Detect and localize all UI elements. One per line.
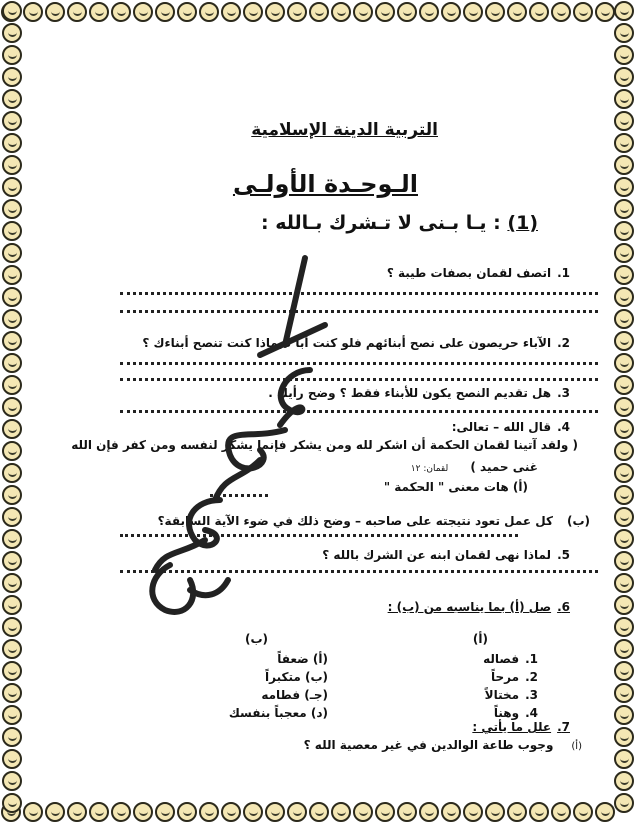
border-ornament-icon — [614, 683, 634, 703]
border-ornament-icon — [221, 2, 241, 22]
border-ornament-icon — [2, 375, 22, 395]
border-ornament-icon — [614, 89, 634, 109]
border-ornament-icon — [614, 45, 634, 65]
border-ornament-icon — [507, 802, 527, 822]
border-ornament-icon — [573, 802, 593, 822]
answer-line[interactable] — [120, 376, 598, 381]
border-ornament-icon — [614, 507, 634, 527]
border-ornament-icon — [331, 2, 351, 22]
border-ornament-icon — [2, 397, 22, 417]
border-ornament-icon — [2, 353, 22, 373]
border-ornament-icon — [2, 67, 22, 87]
border-ornament-icon — [2, 485, 22, 505]
reason-item: (أ)وجوب طاعة الوالدين في غير معصية الله ؟ — [303, 738, 582, 752]
column-b-item: (أ) ضعفاً — [277, 652, 328, 666]
border-ornament-icon — [2, 595, 22, 615]
border-ornament-icon — [221, 802, 241, 822]
border-ornament-icon — [614, 397, 634, 417]
column-a-item: 3.مختالاً — [484, 688, 538, 702]
border-ornament-icon — [331, 802, 351, 822]
border-ornament-icon — [441, 2, 461, 22]
decorative-border-top — [0, 0, 638, 26]
border-ornament-icon — [529, 2, 549, 22]
border-ornament-icon — [265, 2, 285, 22]
border-ornament-icon — [463, 802, 483, 822]
decorative-border-right — [612, 0, 638, 826]
question-6: 6.صل (أ) بما يناسبه من (ب) : — [387, 600, 570, 614]
answer-line[interactable] — [120, 308, 598, 313]
border-ornament-icon — [177, 802, 197, 822]
border-ornament-icon — [2, 661, 22, 681]
border-ornament-icon — [614, 243, 634, 263]
border-ornament-icon — [2, 419, 22, 439]
border-ornament-icon — [614, 419, 634, 439]
border-ornament-icon — [67, 2, 87, 22]
unit-title: الـوحـدة الأولـى — [232, 170, 418, 198]
border-ornament-icon — [614, 133, 634, 153]
border-ornament-icon — [614, 287, 634, 307]
lesson-name: : يـا بـنى لا تـشرك بـالله : — [260, 212, 501, 234]
question-5: 5.لماذا نهى لقمان ابنه عن الشرك بالله ؟ — [322, 548, 570, 562]
border-ornament-icon — [287, 2, 307, 22]
border-ornament-icon — [287, 802, 307, 822]
border-ornament-icon — [199, 2, 219, 22]
verse-line-1: ( ولقد آتينا لقمان الحكمة أن اشكر لله ومن يشكر فإنما يشكر لنفسه ومن كفر فإن الله — [71, 438, 578, 452]
answer-line[interactable] — [120, 532, 518, 537]
border-ornament-icon — [89, 802, 109, 822]
border-ornament-icon — [614, 727, 634, 747]
answer-line[interactable] — [120, 290, 598, 295]
border-ornament-icon — [441, 802, 461, 822]
border-ornament-icon — [2, 507, 22, 527]
border-ornament-icon — [485, 802, 505, 822]
border-ornament-icon — [614, 463, 634, 483]
column-a-item: 2.مرحاً — [491, 670, 538, 684]
question-4b: (ب)كل عمل تعود نتيجته على صاحبه – وضح ذلك في ضوء الآية السابقة؟ — [157, 514, 590, 528]
border-ornament-icon — [614, 331, 634, 351]
border-ornament-icon — [2, 23, 22, 43]
worksheet-page — [40, 40, 598, 790]
decorative-border-bottom — [0, 800, 638, 826]
border-ornament-icon — [397, 2, 417, 22]
border-ornament-icon — [551, 802, 571, 822]
border-ornament-icon — [2, 529, 22, 549]
border-ornament-icon — [2, 221, 22, 241]
column-b-item: (ب) متكبراً — [265, 670, 328, 684]
border-ornament-icon — [2, 265, 22, 285]
border-ornament-icon — [2, 1, 22, 21]
border-ornament-icon — [614, 595, 634, 615]
answer-line[interactable] — [210, 492, 268, 497]
border-ornament-icon — [155, 2, 175, 22]
border-ornament-icon — [375, 2, 395, 22]
subject-title: التربية الدينة الإسلامية — [251, 120, 438, 140]
border-ornament-icon — [353, 2, 373, 22]
border-ornament-icon — [23, 802, 43, 822]
border-ornament-icon — [133, 2, 153, 22]
border-ornament-icon — [614, 793, 634, 813]
border-ornament-icon — [614, 1, 634, 21]
border-ornament-icon — [614, 771, 634, 791]
border-ornament-icon — [507, 2, 527, 22]
border-ornament-icon — [2, 287, 22, 307]
border-ornament-icon — [573, 2, 593, 22]
lesson-number: (1) — [507, 212, 538, 234]
border-ornament-icon — [2, 683, 22, 703]
border-ornament-icon — [529, 802, 549, 822]
border-ornament-icon — [614, 617, 634, 637]
decorative-border-left — [0, 0, 26, 826]
border-ornament-icon — [614, 111, 634, 131]
border-ornament-icon — [614, 199, 634, 219]
border-ornament-icon — [353, 802, 373, 822]
border-ornament-icon — [2, 89, 22, 109]
border-ornament-icon — [614, 265, 634, 285]
border-ornament-icon — [2, 617, 22, 637]
border-ornament-icon — [614, 705, 634, 725]
question-1: 1.اتصف لقمان بصفات طيبة ؟ — [386, 266, 570, 280]
border-ornament-icon — [614, 23, 634, 43]
border-ornament-icon — [177, 2, 197, 22]
border-ornament-icon — [2, 551, 22, 571]
border-ornament-icon — [2, 177, 22, 197]
border-ornament-icon — [614, 221, 634, 241]
border-ornament-icon — [2, 793, 22, 813]
question-2: 2.الآباء حريصون على نصح أبنائهم فلو كنت أباً فبماذا كنت تنصح أبناءك ؟ — [142, 336, 570, 350]
border-ornament-icon — [243, 802, 263, 822]
border-ornament-icon — [2, 331, 22, 351]
border-ornament-icon — [45, 802, 65, 822]
border-ornament-icon — [375, 802, 395, 822]
border-ornament-icon — [89, 2, 109, 22]
border-ornament-icon — [463, 2, 483, 22]
border-ornament-icon — [614, 177, 634, 197]
border-ornament-icon — [265, 802, 285, 822]
border-ornament-icon — [614, 485, 634, 505]
border-ornament-icon — [614, 353, 634, 373]
border-ornament-icon — [551, 2, 571, 22]
border-ornament-icon — [614, 661, 634, 681]
border-ornament-icon — [309, 802, 329, 822]
border-ornament-icon — [2, 771, 22, 791]
border-ornament-icon — [2, 243, 22, 263]
lesson-title — [261, 212, 538, 234]
border-ornament-icon — [614, 639, 634, 659]
question-4a: (أ) هات معنى " الحكمة " — [383, 480, 528, 494]
question-7: 7.علل ما يأتي : — [472, 720, 570, 734]
border-ornament-icon — [2, 133, 22, 153]
border-ornament-icon — [2, 111, 22, 131]
column-b-item: (د) معجباً بنفسك — [228, 706, 328, 720]
border-ornament-icon — [485, 2, 505, 22]
border-ornament-icon — [614, 551, 634, 571]
border-ornament-icon — [133, 802, 153, 822]
answer-line[interactable] — [120, 568, 598, 573]
border-ornament-icon — [2, 573, 22, 593]
border-ornament-icon — [2, 463, 22, 483]
border-ornament-icon — [614, 441, 634, 461]
border-ornament-icon — [2, 155, 22, 175]
border-ornament-icon — [199, 802, 219, 822]
column-a-item: 1.فصاله — [483, 652, 538, 666]
answer-line[interactable] — [120, 408, 598, 413]
border-ornament-icon — [2, 639, 22, 659]
border-ornament-icon — [23, 2, 43, 22]
border-ornament-icon — [614, 309, 634, 329]
question-3: 3.هل تقديم النصح يكون للأبناء فقط ؟ وضح رأيك . — [268, 386, 570, 400]
border-ornament-icon — [111, 2, 131, 22]
border-ornament-icon — [67, 802, 87, 822]
border-ornament-icon — [243, 2, 263, 22]
border-ornament-icon — [2, 727, 22, 747]
border-ornament-icon — [309, 2, 329, 22]
column-b-item: (جـ) فطامه — [261, 688, 328, 702]
border-ornament-icon — [155, 802, 175, 822]
column-a-item: 4.وهناً — [493, 706, 538, 720]
answer-line[interactable] — [120, 360, 598, 365]
border-ornament-icon — [614, 67, 634, 87]
column-a-header: (أ) — [472, 632, 488, 646]
border-ornament-icon — [2, 309, 22, 329]
border-ornament-icon — [2, 749, 22, 769]
border-ornament-icon — [45, 2, 65, 22]
border-ornament-icon — [419, 2, 439, 22]
border-ornament-icon — [111, 802, 131, 822]
border-ornament-icon — [2, 199, 22, 219]
border-ornament-icon — [614, 529, 634, 549]
border-ornament-icon — [2, 705, 22, 725]
column-b-header: (ب) — [244, 632, 268, 646]
border-ornament-icon — [614, 749, 634, 769]
border-ornament-icon — [2, 441, 22, 461]
verse-reference: لقمان: ١٢ — [410, 464, 449, 474]
border-ornament-icon — [614, 155, 634, 175]
verse-line-2: غنى حميد ) لقمان: ١٢ — [410, 460, 538, 474]
border-ornament-icon — [614, 375, 634, 395]
border-ornament-icon — [397, 802, 417, 822]
question-4: 4.قال الله – تعالى: — [451, 420, 570, 434]
border-ornament-icon — [419, 802, 439, 822]
border-ornament-icon — [2, 45, 22, 65]
border-ornament-icon — [614, 573, 634, 593]
